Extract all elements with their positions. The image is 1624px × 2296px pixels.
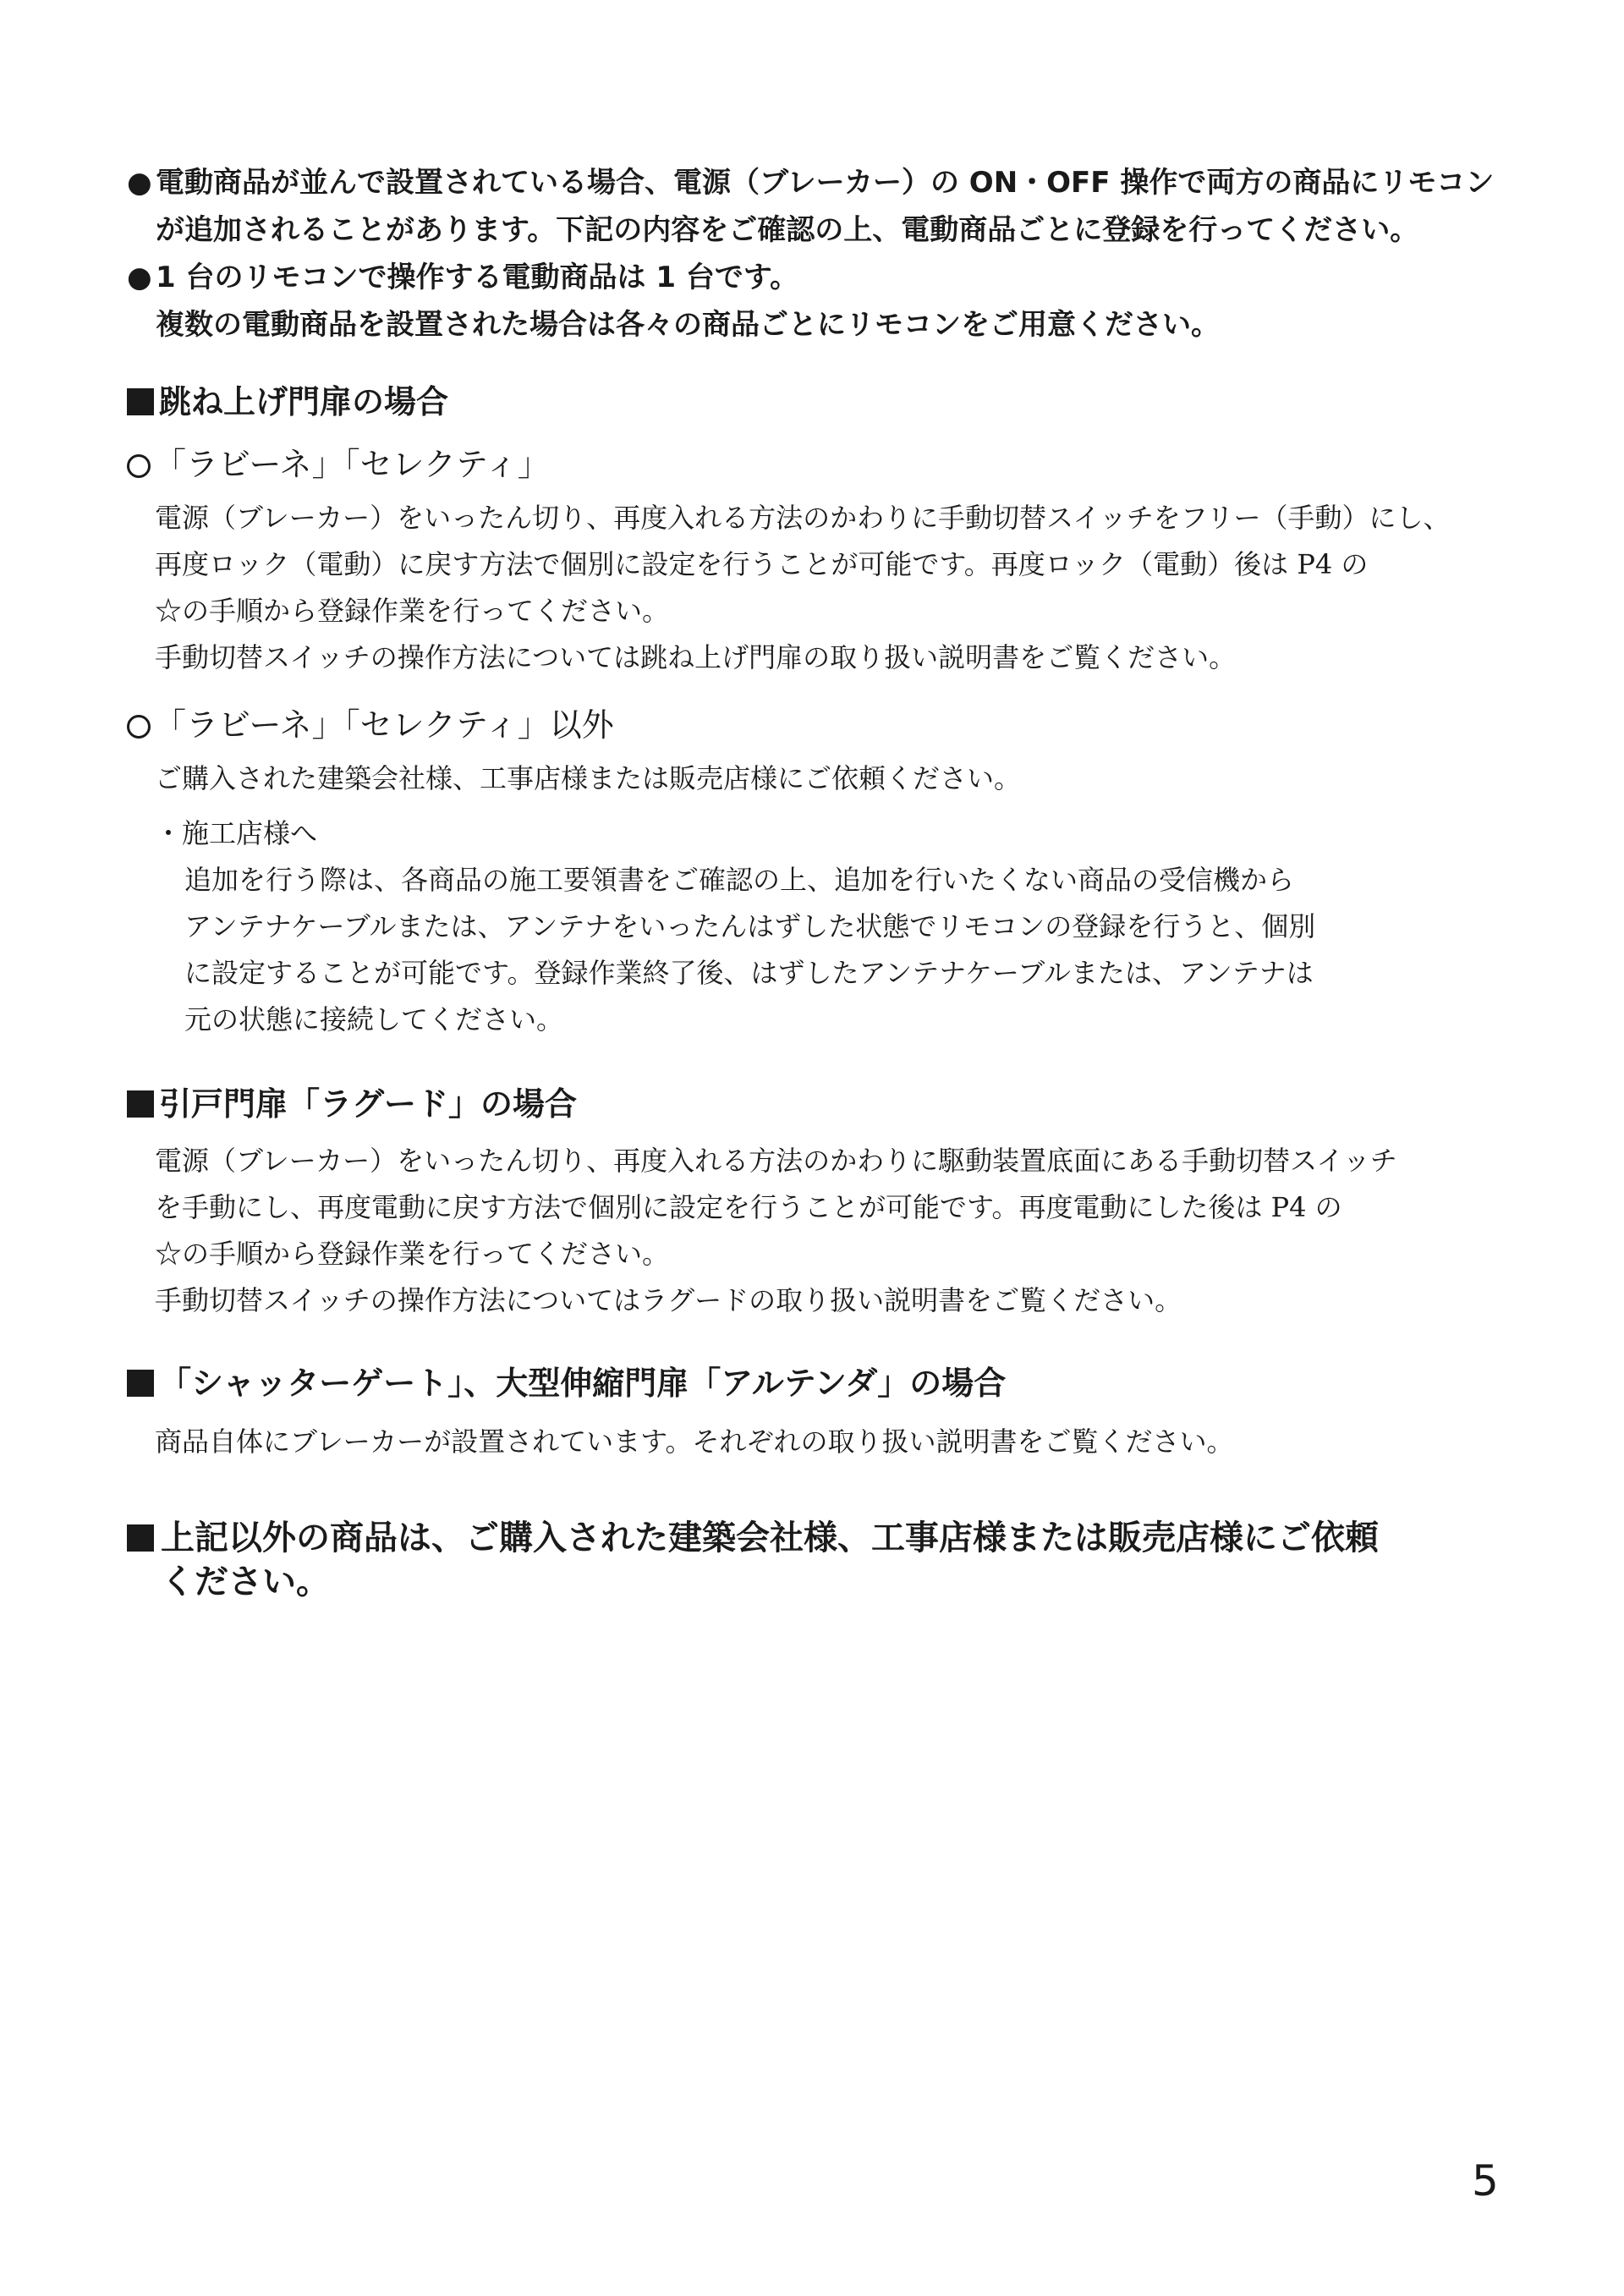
black-square-icon — [127, 388, 154, 415]
intro-bullet-2-line-2: 複数の電動商品を設置された場合は各々の商品ごとにリモコンをご用意ください。 — [156, 308, 1220, 342]
note-to-installer-label — [155, 810, 317, 857]
open-circle-icon — [127, 715, 151, 739]
paragraph-line: 追加を行う際は、各商品の施工要領書をご確認の上、追加を行いたくない商品の受信機から — [184, 864, 1295, 896]
paragraph-line: 手動切替スイッチの操作方法についてはラグードの取り扱い説明書をご覧ください。 — [155, 1284, 1182, 1316]
paragraph-line: ☆の手順から登録作業を行ってください。 — [155, 1238, 670, 1270]
heading-shutter-gate — [127, 1360, 1006, 1406]
paragraph-line: 元の状態に接続してください。 — [184, 1003, 564, 1035]
intro-bullet-1-line-1: 電動商品が並んで設置されている場合、電源（ブレーカー）の ON・OFF 操作で両方の商品にリモコン — [156, 166, 1495, 200]
paragraph-line: に設定することが可能です。登録作業終了後、はずしたアンテナケーブルまたは、アンテナは — [184, 957, 1314, 989]
paragraph-line: 手動切替スイッチの操作方法については跳ね上げ門扉の取り扱い説明書をご覧ください。 — [155, 641, 1237, 673]
open-circle-icon — [127, 454, 151, 478]
heading-hikido-gate-text: 引戸門扉「ラグード」の場合 — [159, 1085, 578, 1123]
heading-hanage-gate — [127, 379, 448, 425]
heading-other-products — [127, 1516, 1514, 1604]
black-square-icon — [127, 1090, 154, 1118]
paragraph-line: アンテナケーブルまたは、アンテナをいったんはずした状態でリモコンの登録を行うと、個別 — [184, 910, 1316, 942]
intro-bullet-1 — [127, 159, 1514, 254]
black-square-icon — [127, 1370, 154, 1397]
heading-other-products-line-1: 上記以外の商品は、ご購入された建築会社様、工事店様または販売店様にご依頼 — [161, 1519, 1379, 1557]
paragraph-line: を手動にし、再度電動に戻す方法で個別に設定を行うことが可能です。再度電動にした後は P4 の — [155, 1191, 1342, 1223]
note-to-installer — [184, 857, 1315, 1043]
paragraph-line: 電源（ブレーカー）をいったん切り、再度入れる方法のかわりに手動切替スイッチをフリー（手動）にし、 — [155, 502, 1451, 534]
subheading-rabine-selecty-text: 「ラビーネ」「セレクティ」 — [154, 446, 550, 483]
bullet-icon: ● — [127, 261, 152, 294]
intro-bullet-2-line-1: 1 台のリモコンで操作する電動商品は 1 台です。 — [156, 261, 799, 294]
heading-hanage-gate-text: 跳ね上げ門扉の場合 — [159, 383, 449, 420]
subheading-other-than-rabine-selecty — [127, 702, 614, 748]
intro-bullet-1-line-2: が追加されることがあります。下記の内容をご確認の上、電動商品ごとに登録を行ってください。 — [156, 213, 1419, 247]
paragraph-shutter-gate — [155, 1419, 1234, 1465]
paragraph-ragood — [155, 1138, 1397, 1324]
page-number: 5 — [1472, 2156, 1499, 2205]
intro-bullet-2 — [127, 254, 1514, 349]
black-square-icon — [127, 1524, 154, 1552]
heading-shutter-gate-text: 「シャッターゲート」、大型伸縮門扉「アルテンダ」の場合 — [159, 1365, 1007, 1402]
subheading-other-text: 「ラビーネ」「セレクティ」以外 — [154, 706, 614, 744]
paragraph-line: 再度ロック（電動）に戻す方法で個別に設定を行うことが可能です。再度ロック（電動）後は P4 の — [155, 548, 1369, 580]
heading-hikido-gate — [127, 1081, 577, 1127]
paragraph-rabine-selecty — [155, 495, 1451, 681]
paragraph-contact-dealer — [155, 755, 1021, 802]
note-label: ・施工店様へ — [155, 817, 318, 849]
paragraph-line: 商品自体にブレーカーが設置されています。それぞれの取り扱い説明書をご覧ください。 — [155, 1425, 1234, 1458]
intro-notes — [127, 159, 1514, 349]
bullet-icon: ● — [127, 166, 152, 200]
paragraph-line: ☆の手順から登録作業を行ってください。 — [155, 595, 670, 627]
heading-other-products-line-2: ください。 — [161, 1563, 330, 1601]
subheading-rabine-selecty — [127, 442, 550, 487]
paragraph-line: ご購入された建築会社様、工事店様または販売店様にご依頼ください。 — [155, 762, 1022, 794]
paragraph-line: 電源（ブレーカー）をいったん切り、再度入れる方法のかわりに駆動装置底面にある手動切替スイッチ — [155, 1145, 1397, 1177]
